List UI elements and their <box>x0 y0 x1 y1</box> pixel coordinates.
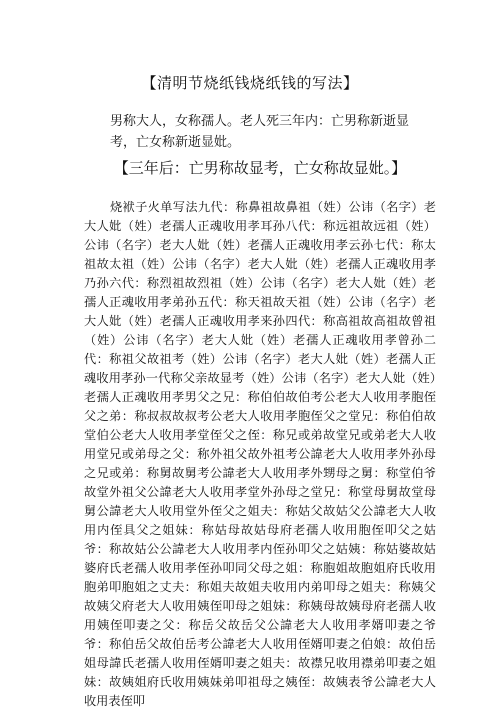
body-paragraph: 烧袱子火单写法九代：称鼻祖故鼻祖（姓）公讳（名字）老大人妣（姓）老孺人正魂收用孝耳孙八代：称远祖故远祖（姓）公讳（名字）老大人妣（姓）老孺人正魂收用孝云孙七代：称太祖故太祖（姓）公讳（名字）老大人妣（姓）老孺人正魂收用孝乃孙六代：称烈祖故烈祖（姓）公讳（名字）老大人妣（姓）老孺人正魂收用孝弟孙五代：称天祖故天祖（姓）公讳（名字）老大人妣（姓）老孺人正魂收用孝来孙四代：称高祖故高祖故曾祖（姓）公讳（名字）老大人妣（姓）老孺人正魂收用孝曾孙二代：称祖父故祖考（姓）公讳（名字）老大人妣（姓）老孺人正魂收用孝孙一代称父亲故显考（姓）公讳（名字）老大人妣（姓）老孺人正魂收用孝男父之兄：称伯伯故伯考公老大人收用孝胞侄父之弟：称叔叔故叔考公老大人收用孝胞侄父之堂兄：称伯伯故堂伯公老大人收用孝堂侄父之侄：称兄或弟故堂兄或弟老大人收用堂兄或弟母之父：称外祖父故外祖考公諱老大人收用孝外孙母之兄或弟：称舅故舅考公諱老大人收用孝外甥母之舅：称堂伯爷故堂外祖父公諱老大人收用孝堂外孙母之堂兄：称堂母舅故堂母舅公諱老大人收用堂外侄父之姐夫：称姑父故姑父公諱老大人收用内侄具父之姐妹：称姑母故姑母府老孺人收用胞侄叩父之姑爷：称故姑公公諱老大人收用孝内侄孙叩父之姑姨：称姑婆故姑婆府氏老孺人收用孝侄孙叩同父母之姐：称胞姐故胞姐府氏收用胞弟叩胞姐之丈夫：称姐夫故姐夫收用内弟叩母之姐夫：称姨父故姨父府老大人收用姨侄叩母之姐妹：称姨母故姨母府老孺人收用姨侄叩妻之父：称岳父故岳父公諱老大人收用孝婿叩妻之爷爷：称伯岳父故伯岳考公諱老大人收用侄婿叩妻之伯娘：故伯岳姐母諱氏老孺人收用侄婿叩妻之姐夫：故襟兄收用襟弟叩妻之姐妹：故姨姐府氏收用姨妹弟叩祖母之姨侄：故姨表爷公諱老大人收用表侄叩 <box>84 200 436 708</box>
section-heading: 【三年后：亡男称故显考，亡女称故显妣。】 <box>113 159 407 177</box>
article-title: 【清明节烧纸钱烧纸钱的写法】 <box>141 74 359 92</box>
intro-paragraph: 男称大人，女称孺人。老人死三年内：亡男称新逝显考，亡女称新逝显妣。 <box>110 114 410 150</box>
